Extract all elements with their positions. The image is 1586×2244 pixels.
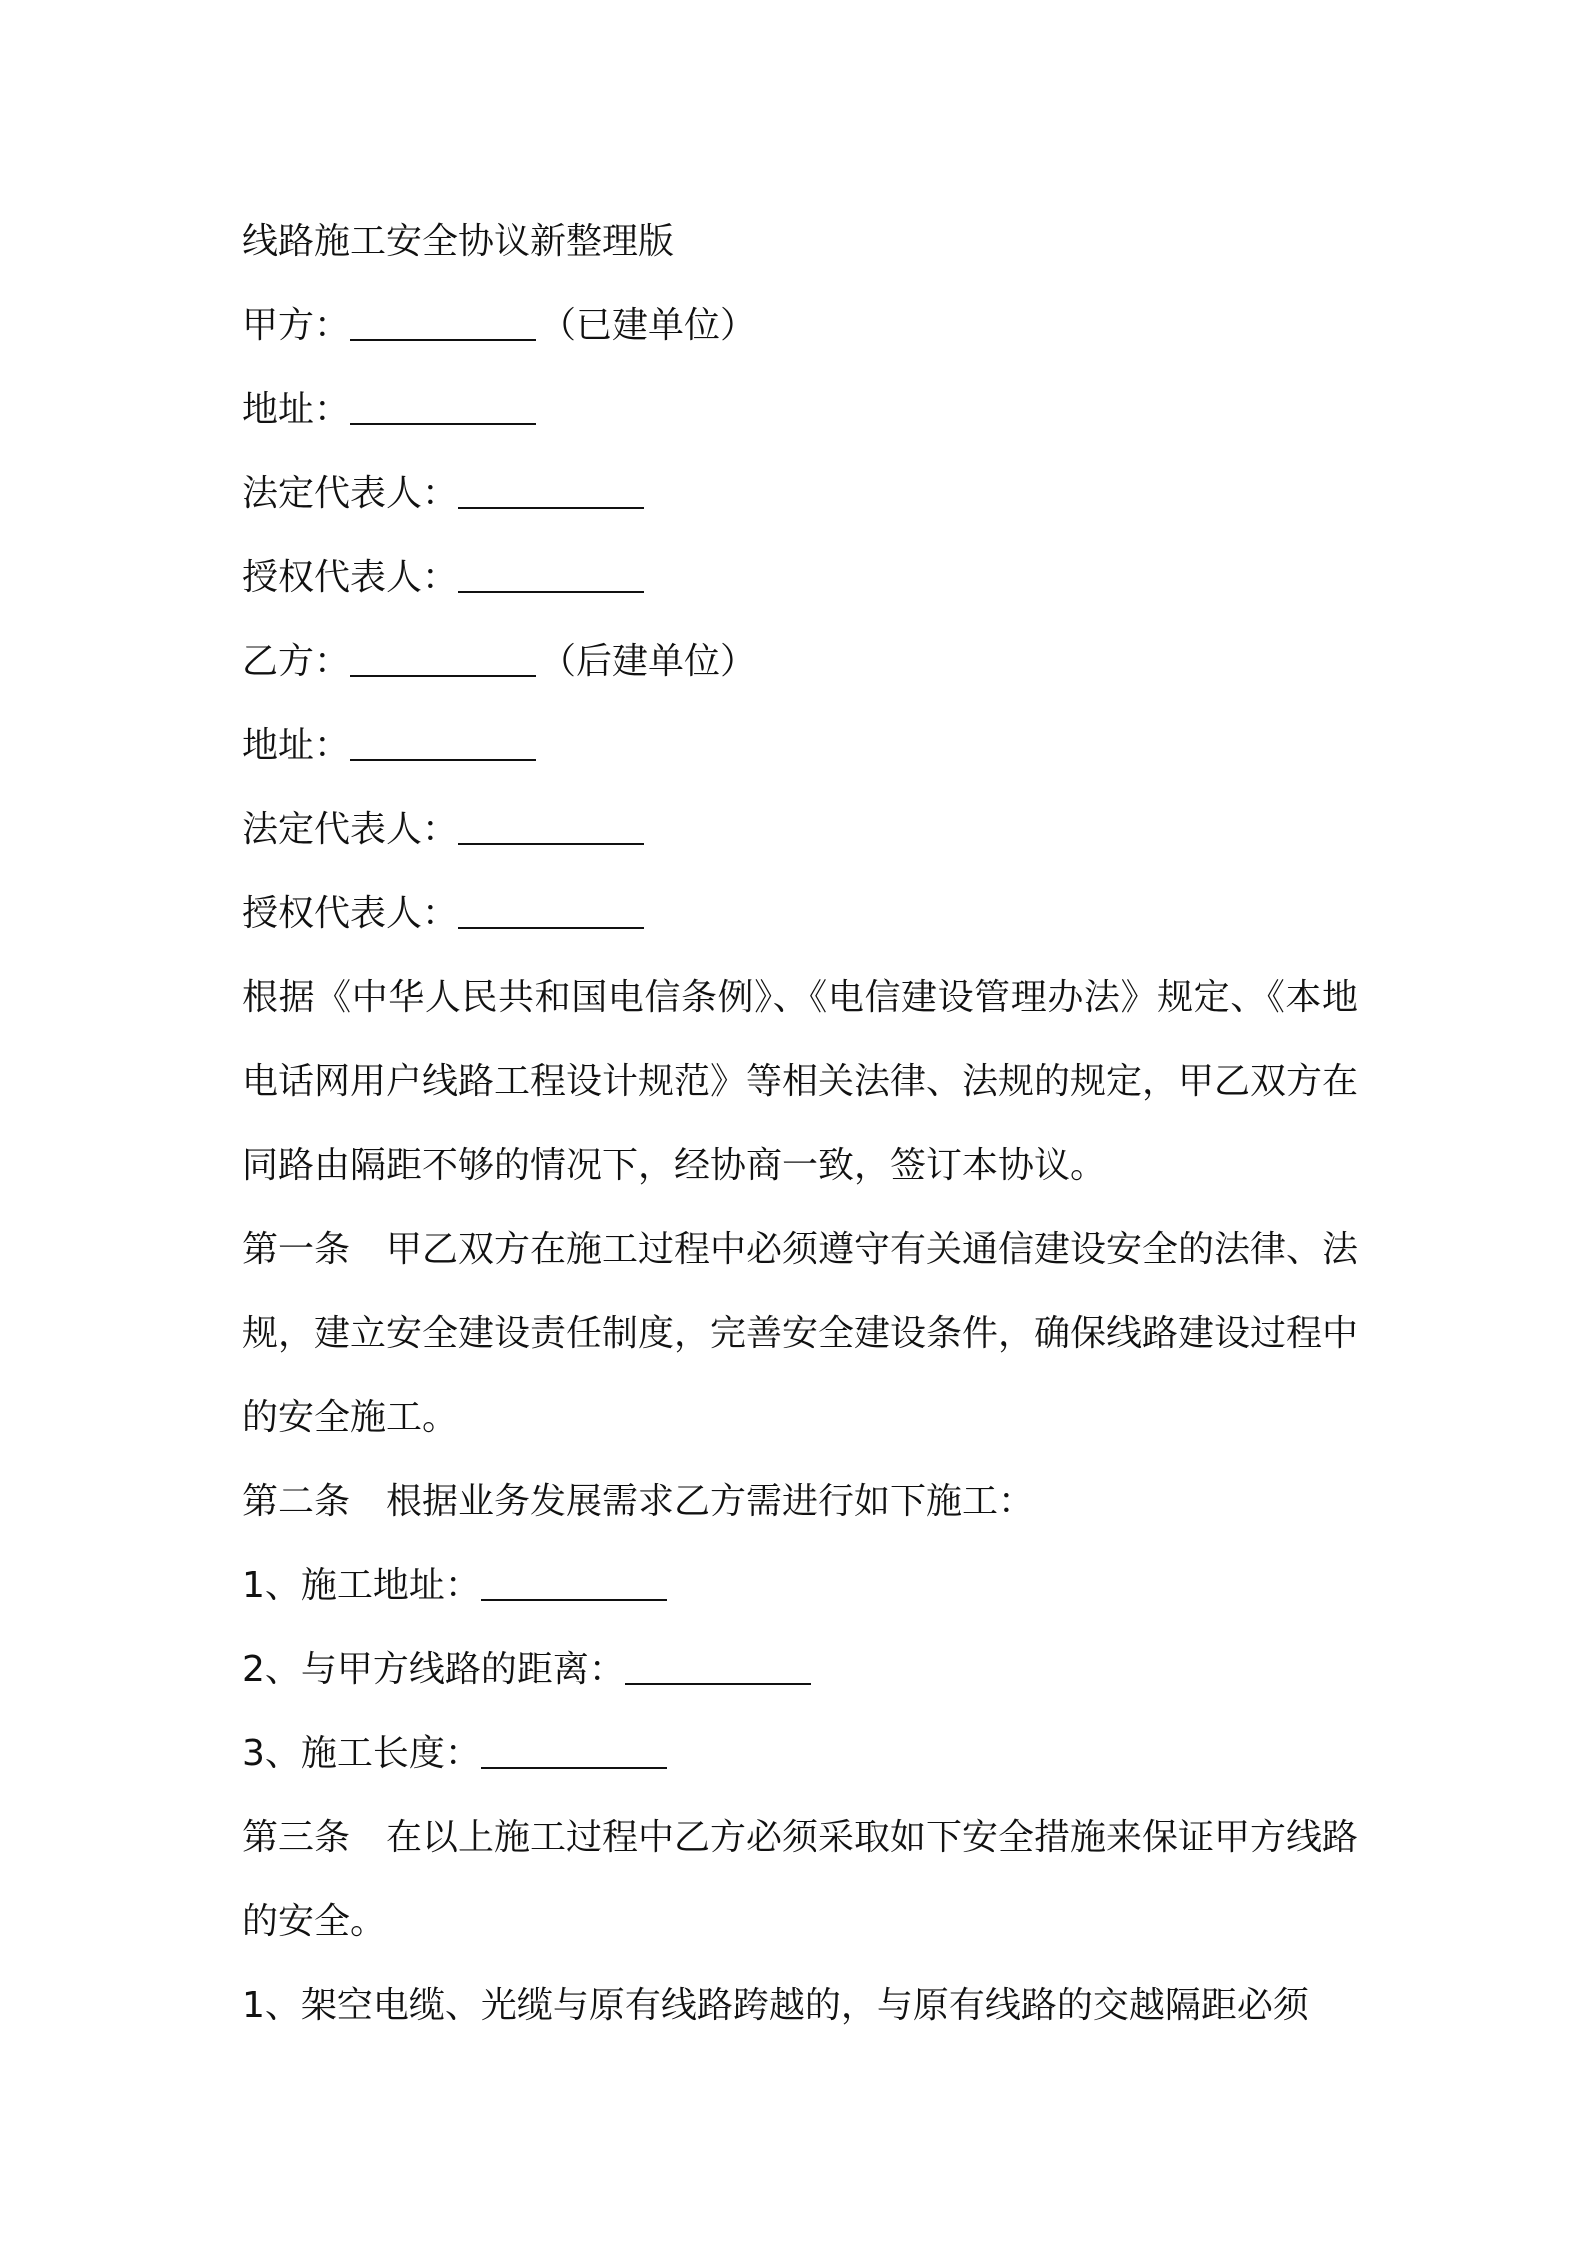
document-title: 线路施工安全协议新整理版 — [242, 221, 675, 262]
party-a-address-label: 地址： — [242, 389, 351, 430]
article-2-item-1-label: 1、施工地址： — [242, 1565, 481, 1606]
party-b-note: （后建单位） — [540, 641, 757, 682]
party-a-auth-rep-label: 授权代表人： — [242, 557, 459, 598]
party-a-line — [242, 284, 1358, 368]
party-a-legal-rep-label: 法定代表人： — [242, 473, 459, 514]
party-a-address-blank — [350, 395, 536, 425]
article-2-item-1 — [242, 1544, 1358, 1628]
party-b-blank — [350, 647, 536, 677]
party-b-address-blank — [350, 731, 536, 761]
article-3-item-1: 1、架空电缆、光缆与原有线路跨越的，与原有线路的交越隔距必须 — [242, 1985, 1309, 2026]
party-a-label: 甲方： — [242, 305, 351, 346]
article-2-item-3-label: 3、施工长度： — [242, 1733, 481, 1774]
party-b-auth-rep-line — [242, 872, 1358, 956]
article-2-item-2 — [242, 1628, 1358, 1712]
party-a-address-line — [242, 368, 1358, 452]
party-b-auth-rep-blank — [458, 899, 644, 929]
article-2-item-2-blank — [625, 1655, 811, 1685]
intro-paragraph: 根据《中华人民共和国电信条例》、《电信建设管理办法》规定、《本地电话网用户线路工程设计规范》等相关法律、法规的规定，甲乙双方在同路由隔距不够的情况下，经协商一致，签订本协议。 — [242, 977, 1359, 1186]
party-a-legal-rep-blank — [458, 479, 644, 509]
document-body — [242, 200, 1358, 2048]
article-2-item-3-blank — [481, 1739, 667, 1769]
article-2-heading: 第二条 根据业务发展需求乙方需进行如下施工： — [242, 1481, 1035, 1522]
party-b-legal-rep-line — [242, 788, 1358, 872]
party-b-auth-rep-label: 授权代表人： — [242, 893, 459, 934]
party-b-address-label: 地址： — [242, 725, 351, 766]
article-1-paragraph: 第一条 甲乙双方在施工过程中必须遵守有关通信建设安全的法律、法规，建立安全建设责任制度，完善安全建设条件，确保线路建设过程中的安全施工。 — [242, 1229, 1359, 1438]
party-a-note: （已建单位） — [540, 305, 757, 346]
article-2-item-3 — [242, 1712, 1358, 1796]
article-2-item-2-label: 2、与甲方线路的距离： — [242, 1649, 625, 1690]
article-2-item-1-blank — [481, 1571, 667, 1601]
party-b-line — [242, 620, 1358, 704]
party-b-label: 乙方： — [242, 641, 351, 682]
party-b-address-line — [242, 704, 1358, 788]
party-a-legal-rep-line — [242, 452, 1358, 536]
party-a-blank — [350, 311, 536, 341]
party-b-legal-rep-blank — [458, 815, 644, 845]
party-a-auth-rep-line — [242, 536, 1358, 620]
article-3-paragraph: 第三条 在以上施工过程中乙方必须采取如下安全措施来保证甲方线路的安全。 — [242, 1817, 1359, 1942]
party-b-legal-rep-label: 法定代表人： — [242, 809, 459, 850]
party-a-auth-rep-blank — [458, 563, 644, 593]
